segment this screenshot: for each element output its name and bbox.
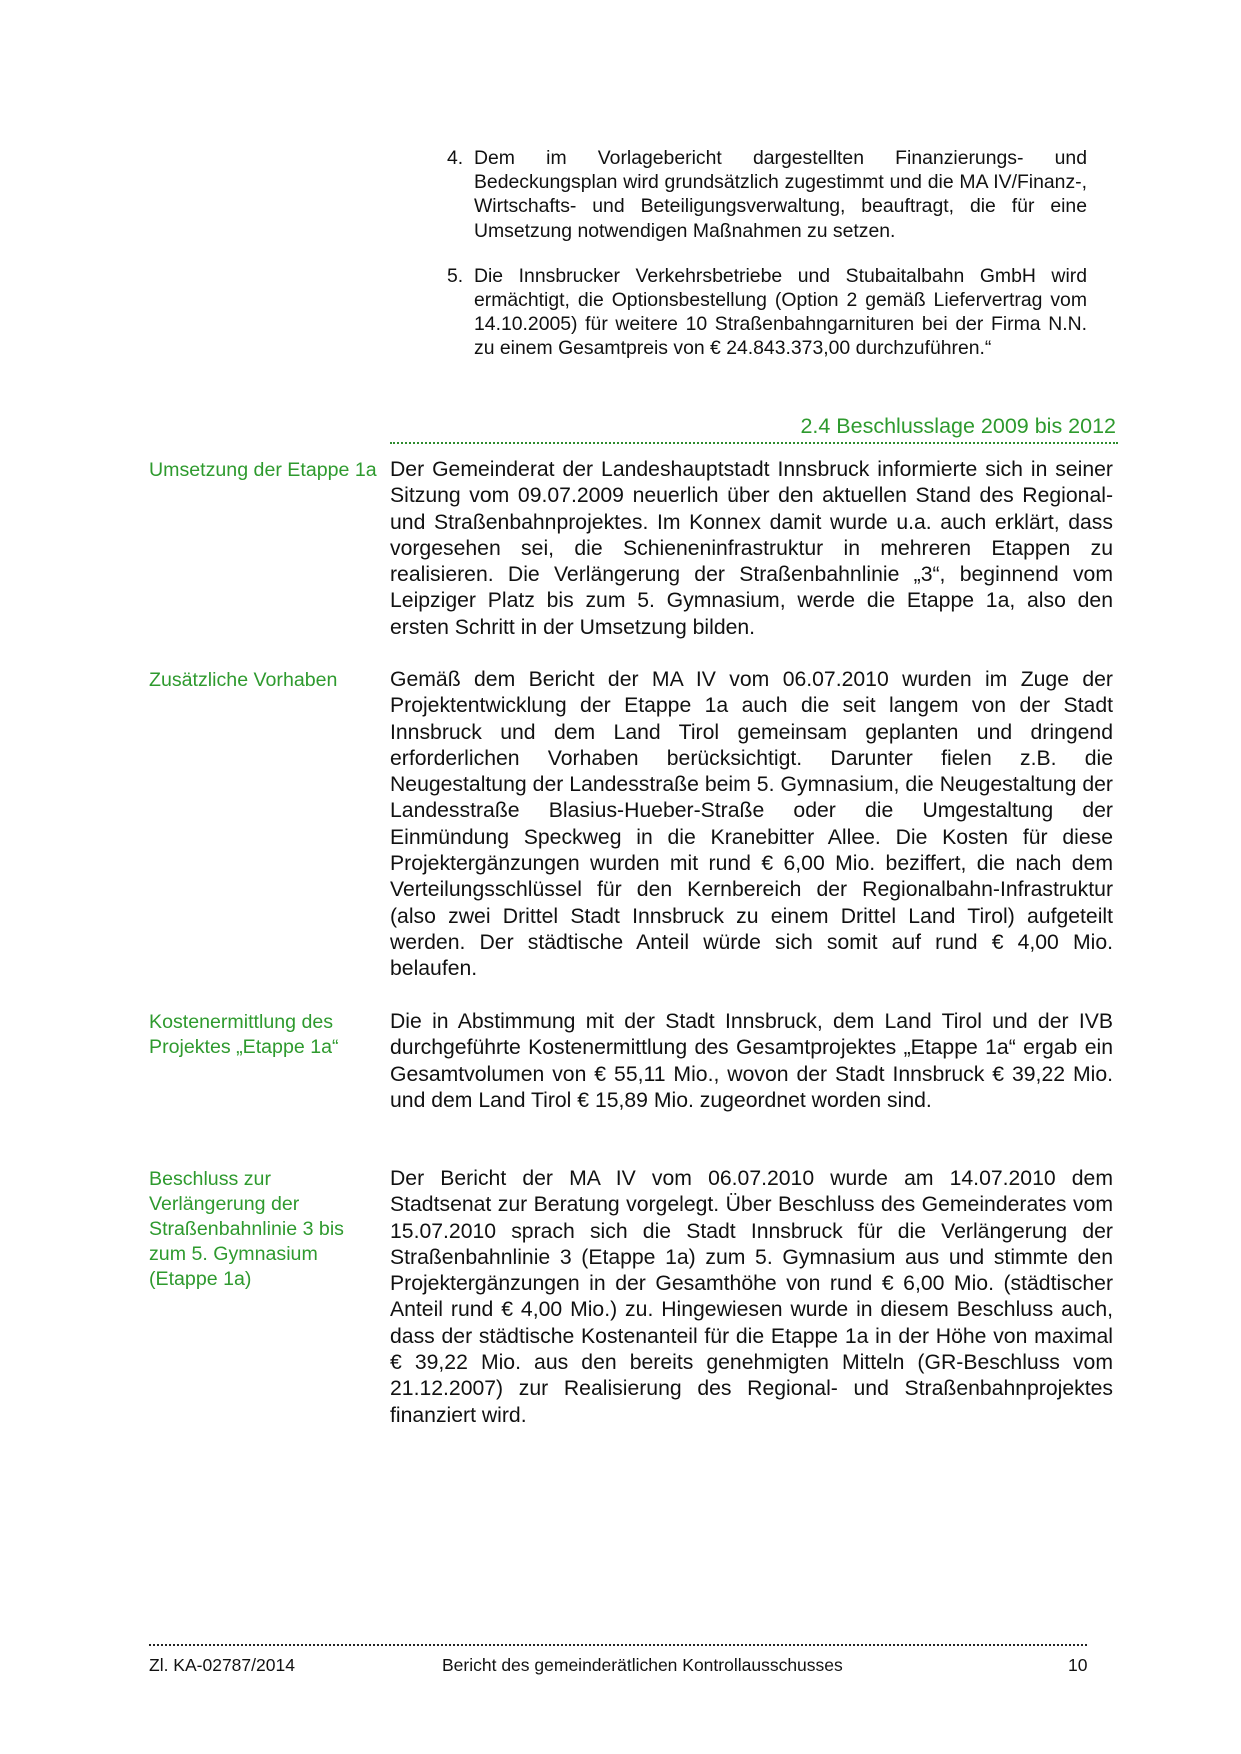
document-reference: Zl. KA-02787/2014	[149, 1655, 295, 1675]
report-title: Bericht des gemeinderätlichen Kontrollausschusses	[442, 1655, 843, 1675]
paragraph: Der Bericht der MA IV vom 06.07.2010 wurde am 14.07.2010 dem Stadtsenat zur Beratung vorgelegt. Über Beschluss des Gemeinderates vom 15.07.2010 sprach sich die Stadt Innsbruck für die Verlängerung der Straßenbahnlinie 3 (Etappe 1a) zum 5. Gymnasium aus und stimmte den Projektergänzungen in der Gesamthöhe von rund € 6,00 Mio. (städtischer Anteil rund € 4,00 Mio.) zu. Hingewiesen wurde in diesem Beschluss auch, dass der städtische Kostenanteil für die Etappe 1a in der Höhe von maximal € 39,22 Mio. aus den bereits genehmigten Mitteln (GR-Beschluss vom 21.12.2007) zur Realisierung des Regional- und Straßenbahnprojektes finanziert wird.	[390, 1167, 1113, 1427]
list-item-text: Die Innsbrucker Verkehrsbetriebe und Stubaitalbahn GmbH wird ermächtigt, die Optionsbestellung (Option 2 gemäß Liefervertrag vom 14.10.2005) für weitere 10 Straßenbahngarnituren bei der Firma N.N. zu einem Gesamtpreis von € 24.843.373,00 durchzuführen.“	[474, 264, 1087, 360]
list-item-number: 5.	[447, 264, 464, 287]
margin-note: Kostenermittlung des Projektes „Etappe 1a“	[149, 1011, 339, 1058]
page-number: 10	[1068, 1655, 1088, 1675]
list-item	[447, 146, 1087, 243]
margin-note: Beschluss zur Verlängerung der Straßenbahnlinie 3 bis zum 5. Gymnasium (Etappe 1a)	[149, 1168, 344, 1290]
paragraph: Gemäß dem Bericht der MA IV vom 06.07.2010 wurden im Zuge der Projektentwicklung der Etappe 1a auch die seit langem von der Stadt Innsbruck und dem Land Tirol gemeinsam geplanten und dringend erforderlichen Vorhaben berücksichtigt. Darunter fielen z.B. die Neugestaltung der Landesstraße beim 5. Gymnasium, die Neugestaltung der Landesstraße Blasius-Hueber-Straße oder die Umgestaltung der Einmündung Speckweg in die Kranebitter Allee. Die Kosten für diese Projektergänzungen wurden mit rund € 6,00 Mio. beziffert, die nach dem Verteilungsschlüssel für den Kernbereich der Regionalbahn-Infrastruktur (also zwei Drittel Stadt Innsbruck zu einem Drittel Land Tirol) aufgeteilt werden. Der städtische Anteil würde sich somit auf rund € 4,00 Mio. belaufen.	[390, 668, 1113, 981]
margin-note: Umsetzung der Etappe 1a	[149, 459, 377, 481]
margin-note: Zusätzliche Vorhaben	[149, 669, 338, 691]
section-heading	[390, 412, 1118, 444]
footer-divider	[149, 1644, 1087, 1646]
section-title: 2.4 Beschlusslage 2009 bis 2012	[800, 414, 1116, 438]
paragraph: Der Gemeinderat der Landeshauptstadt Innsbruck informierte sich in seiner Sitzung vom 09.07.2009 neuerlich über den aktuellen Stand des Regional- und Straßenbahnprojektes. Im Konnex damit wurde u.a. auch erklärt, dass vorgesehen sei, die Schieneninfrastruktur in mehreren Etappen zu realisieren. Die Verlängerung der Straßenbahnlinie „3“, beginnend vom Leipziger Platz bis zum 5. Gymnasium, werde die Etappe 1a, also den ersten Schritt in der Umsetzung bilden.	[390, 458, 1113, 639]
quoted-resolution-list	[447, 146, 1087, 382]
list-item	[447, 264, 1087, 361]
paragraph: Die in Abstimmung mit der Stadt Innsbruck, dem Land Tirol und der IVB durchgeführte Kostenermittlung des Gesamtprojektes „Etappe 1a“ ergab ein Gesamtvolumen von € 55,11 Mio., wovon der Stadt Innsbruck € 39,22 Mio. und dem Land Tirol € 15,89 Mio. zugeordnet worden sind.	[390, 1010, 1113, 1112]
list-item-number: 4.	[447, 147, 464, 169]
list-item-text: Dem im Vorlagebericht dargestellten Finanzierungs- und Bedeckungsplan wird grundsätzlich zugestimmt und die MA IV/Finanz-, Wirtschafts- und Beteiligungsverwaltung, beauftragt, die für eine Umsetzung notwendigen Maßnahmen zu setzen.	[474, 147, 1087, 242]
